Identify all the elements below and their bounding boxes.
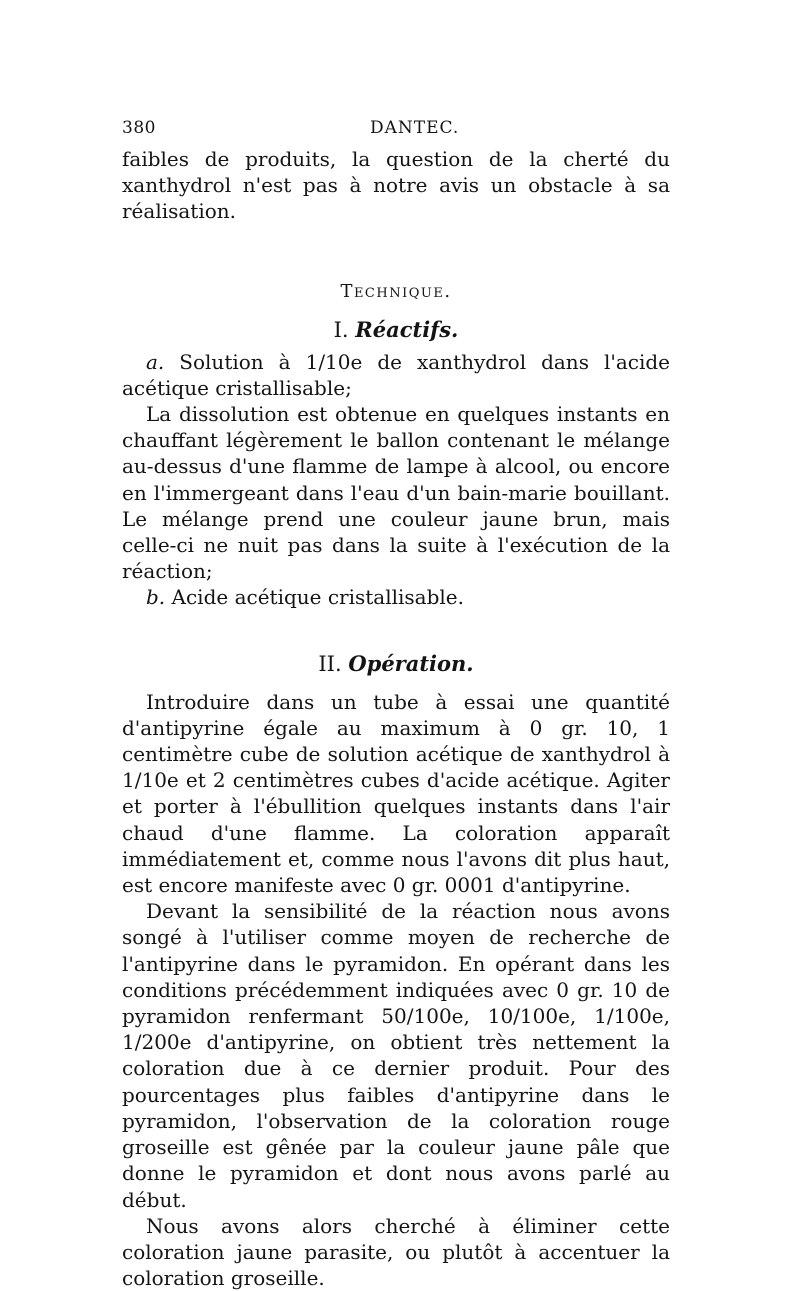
part-two-title: Opération. (348, 650, 474, 676)
part-one-numeral: I. (333, 317, 349, 342)
item-b-letter: b. (146, 585, 166, 610)
item-a-text: Solution à 1/10e de xanthydrol dans l'acide acétique cristallisable; (122, 349, 671, 400)
part-one-heading (122, 311, 670, 349)
item-a (122, 349, 670, 401)
item-b-text: Acide acétique cristallisable. (171, 585, 464, 610)
running-title: DANTEC. (370, 118, 460, 138)
item-a-note: La dissolution est obtenue en quelques instants en chauffant légèrement le ballon contenant le mélange au-dessus d'une flamme de lampe à alcool, ou encore en l'immergeant dans l'eau d'un bain-marie bouillant. Le mélange prend une couleur jaune brun, mais celle-ci ne nuit pas dans la suite à l'exécution de la réaction; (122, 402, 670, 584)
spacer (122, 611, 670, 641)
paragraph-pyramidon: Devant la sensibilité de la réaction nous avons songé à l'utiliser comme moyen de recherche de l'antipyrine dans le pyramidon. En opérant dans les conditions précédemment indiquées avec 0 gr. 10 de pyramidon renfermant 50/100e, 10/100e, 1/100e, 1/200e d'antipyrine, on obtient très nettement la coloration due à ce dernier produit. Pour des pourcentages plus faibles d'antipyrine dans le pyramidon, l'observation de la coloration rouge groseille est gênée par la couleur jaune pâle que donne le pyramidon et dont nous avons parlé au début. (122, 899, 670, 1212)
part-two-heading (122, 645, 670, 683)
part-two-numeral: II. (318, 651, 342, 676)
running-head (122, 112, 670, 146)
paragraph-procedure: Introduire dans un tube à essai une quantité d'antipyrine égale au maximum à 0 gr. 10, 1 centimètre cube de solution acétique de xanthydrol à 1/10e et 2 centimètres cubes d'acide acétique. Agiter et porter à l'ébullition quelques instants dans l'air chaud d'une flamme. La coloration apparaît immédiatement et, comme nous l'avons dit plus haut, est encore manifeste avec 0 gr. 0001 d'antipyrine. (122, 689, 670, 898)
item-a-letter: a. (146, 349, 165, 374)
part-one-title: Réactifs. (355, 316, 459, 342)
section-title: Technique. (340, 280, 452, 302)
book-page (122, 112, 670, 1291)
opening-paragraph: faibles de produits, la question de la cherté du xanthydrol n'est pas à notre avis un obstacle à sa réalisation. (122, 147, 670, 224)
item-b (122, 584, 670, 610)
paragraph-conclusion: Nous avons alors cherché à éliminer cette coloration jaune parasite, ou plutôt à accentuer la coloration groseille. (122, 1213, 670, 1291)
page-number: 380 (122, 118, 156, 138)
